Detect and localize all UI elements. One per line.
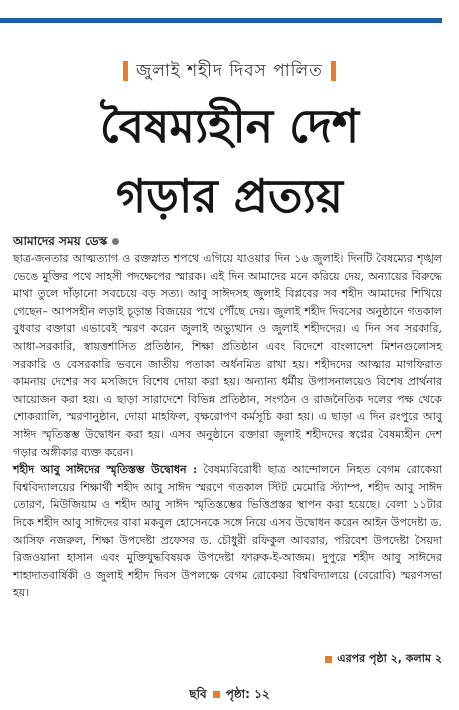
- kicker-text: জুলাই শহীদ দিবস পালিত: [136, 61, 323, 81]
- paragraph-1: ছাত্র-জনতার আত্মত্যাগ ও রক্তস্নাত শপথে এগিয়ে যাওয়ার দিন ১৬ জুলাই। দিনটি বৈষম্যের শৃঙ্খল ভেঙে মুক্তির পথে সাহসী পদক্ষেপের স্মারক। এই দিন আমাদের মনে করিয়ে দেয়, অন্যায়ের বিরুদ্ধে মাথা তুলে দাঁড়ানো সবচেয়ে বড় সত্য। আবু সাঈদসহ জুলাই বিপ্লবের সব শহীদ আমাদের শিখিয়ে গেছেন– আপসহীন লড়াই চূড়ান্ত বিজয়ের পথে পৌঁছে দেয়। জুলাই শহীদ দিবসের অনুষ্ঠানে গতকাল বুধবার বক্তারা এভাবেই স্মরণ করেন জুলাই অভ্যুত্থান ও জুলাই শহীদদের। এ দিন সব সরকারি, আধা-সরকারি, স্বায়ত্তশাসিত প্রতিষ্ঠান, শিক্ষা প্রতিষ্ঠান এবং বিদেশে বাংলাদেশ মিশনগুলোসহ সরকারি ও বেসরকারি ভবনে জাতীয় পতাকা অর্ধনমিত রাখা হয়। শহীদদের আত্মার মাগফিরাত কামনায় দেশের সব মসজিদে বিশেষ দোয়া করা হয়। অন্যান্য ধর্মীয় উপাসনালয়েও বিশেষ প্রার্থনার আয়োজন করা হয়। এ ছাড়া সারাদেশে বিভিন্ন প্রতিষ্ঠান, সংগঠন ও রাজনৈতিক দলের পক্ষ থেকে শোকর‍্যালি, স্মরণানুষ্ঠান, দোয়া মাহফিল, বৃক্ষরোপণ কর্মসূচি করা হয়। এ ছাড়া এ দিন রংপুরে আবু সাঈদ স্মৃতিস্তম্ভ উদ্বোধন করা হয়। এসব অনুষ্ঠানে বক্তারা জুলাই শহীদদের স্বপ্নের বৈষম্যহীন দেশ গড়ার অঙ্গীকার ব্যক্ত করেন।: [13, 252, 442, 459]
- paragraph-2: [13, 461, 442, 602]
- folio-page-label: পৃষ্ঠা: ১২: [225, 687, 270, 701]
- folio-separator-icon: [213, 691, 220, 698]
- kicker-row: [0, 58, 459, 86]
- kicker-bar-right: [331, 61, 336, 81]
- headline-line-1: বৈষম্যহীন দেশ: [99, 99, 360, 153]
- article-body: [13, 250, 442, 602]
- paragraph-2-text: বৈষম্যবিরোধী ছাত্র আন্দোলনে নিহত বেগম রোকেয়া বিশ্ববিদ্যালয়ের শিক্ষার্থী শহীদ আবু সাঈদ স্মরণে গতকাল স্টিট মেমোরি স্ট্যাম্প, শহীদ আবু সাঈদ তোরণ, মিউজিয়াম ও শহীদ আবু সাঈদ স্মৃতিস্তম্ভের ভিত্তিপ্রস্তর স্থাপন করা হয়েছে। বেলা ১১টার দিকে শহীদ আবু সাঈদের বাবা মকবুল হোসেনকে সঙ্গে নিয়ে এসব উদ্বোধন করেন আইন উপদেষ্টা ড. আসিফ নজরুল, শিক্ষা উপদেষ্টা প্রফেসর ড. চৌধুরী রফিকুল আবরার, পরিবেশ উপদেষ্টা সৈয়দা রিজওয়ানা হাসান এবং মুক্তিযুদ্ধবিষয়ক উপদেষ্টা ফারুক-ই-আজম। দুপুরে শহীদ আবু সাঈদের শাহাদাতবার্ষিকী ও জুলাই শহীদ দিবস উপলক্ষে বেগম রোকেয়া বিশ্ববিদ্যালয়ে (বেরোবি) স্মরণসভা হয়।: [13, 463, 442, 600]
- continued-text: এরপর পৃষ্ঠা ২, কলাম ২: [337, 652, 442, 665]
- square-bullet-icon: [325, 656, 332, 663]
- headline-line-2: গড়ার প্রত্যয়: [116, 169, 343, 223]
- subhead: শহীদ আবু সাঈদের স্মৃতিস্তম্ভ উদ্বোধন :: [13, 463, 198, 477]
- byline-text: আমাদের সময় ডেস্ক: [13, 234, 108, 248]
- kicker-bar-left: [123, 61, 128, 81]
- byline-bullet-icon: [112, 238, 119, 245]
- continued-line[interactable]: [325, 650, 442, 669]
- folio: [0, 686, 459, 706]
- top-rule: [0, 18, 442, 23]
- folio-photo-label: ছবি: [189, 687, 207, 701]
